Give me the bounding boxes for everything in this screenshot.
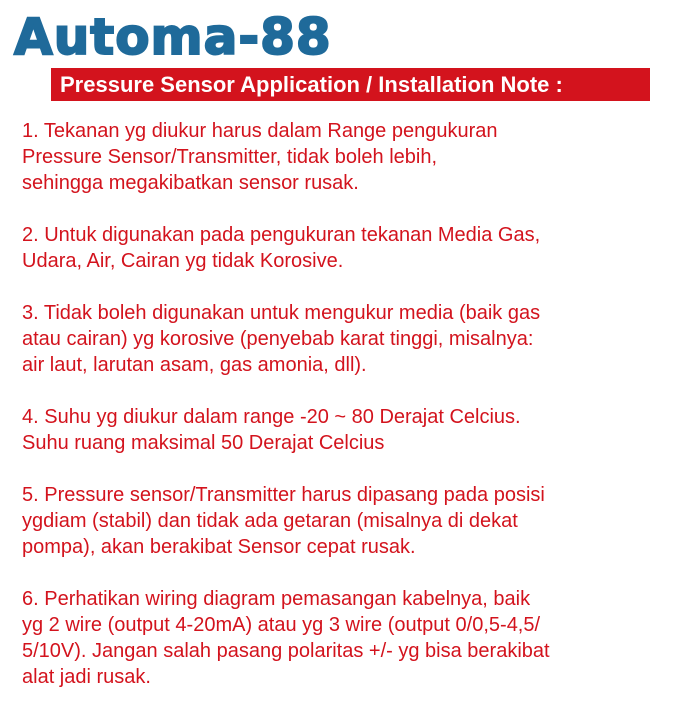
note-line: sehingga megakibatkan sensor rusak. bbox=[22, 172, 359, 194]
note-line: yg 2 wire (output 4-20mA) atau yg 3 wire (output 0/0,5-4,5/ bbox=[22, 614, 541, 636]
note-item-6 bbox=[22, 586, 692, 690]
note-line: Udara, Air, Cairan yg tidak Korosive. bbox=[22, 250, 344, 272]
note-line: 4. Suhu yg diukur dalam range -20 ~ 80 Derajat Celcius. bbox=[22, 406, 521, 428]
note-line: 1. Tekanan yg diukur harus dalam Range pengukuran bbox=[22, 120, 498, 142]
note-line: Suhu ruang maksimal 50 Derajat Celcius bbox=[22, 432, 385, 454]
note-line: atau cairan) yg korosive (penyebab karat tinggi, misalnya: bbox=[22, 328, 534, 350]
note-line: ygdiam (stabil) dan tidak ada getaran (misalnya di dekat bbox=[22, 510, 518, 532]
note-item-4 bbox=[22, 404, 692, 456]
note-item-1 bbox=[22, 118, 692, 196]
note-line: 3. Tidak boleh digunakan untuk mengukur media (baik gas bbox=[22, 302, 541, 324]
note-line: Pressure Sensor/Transmitter, tidak boleh lebih, bbox=[22, 146, 438, 168]
note-line: air laut, larutan asam, gas amonia, dll). bbox=[22, 354, 367, 376]
note-line: alat jadi rusak. bbox=[22, 666, 151, 688]
note-item-5 bbox=[22, 482, 692, 560]
banner-title: Pressure Sensor Application / Installation Note : bbox=[60, 72, 563, 97]
note-item-3 bbox=[22, 300, 692, 378]
note-line: 2. Untuk digunakan pada pengukuran tekanan Media Gas, bbox=[22, 224, 541, 246]
brand-logo: Automa-88 bbox=[14, 8, 332, 66]
note-line: pompa), akan berakibat Sensor cepat rusak. bbox=[22, 536, 416, 558]
note-line: 5. Pressure sensor/Transmitter harus dipasang pada posisi bbox=[22, 484, 545, 506]
note-line: 5/10V). Jangan salah pasang polaritas +/- yg bisa berakibat bbox=[22, 640, 550, 662]
note-item-2 bbox=[22, 222, 692, 274]
notes-list bbox=[22, 118, 692, 716]
note-line: 6. Perhatikan wiring diagram pemasangan kabelnya, baik bbox=[22, 588, 531, 610]
